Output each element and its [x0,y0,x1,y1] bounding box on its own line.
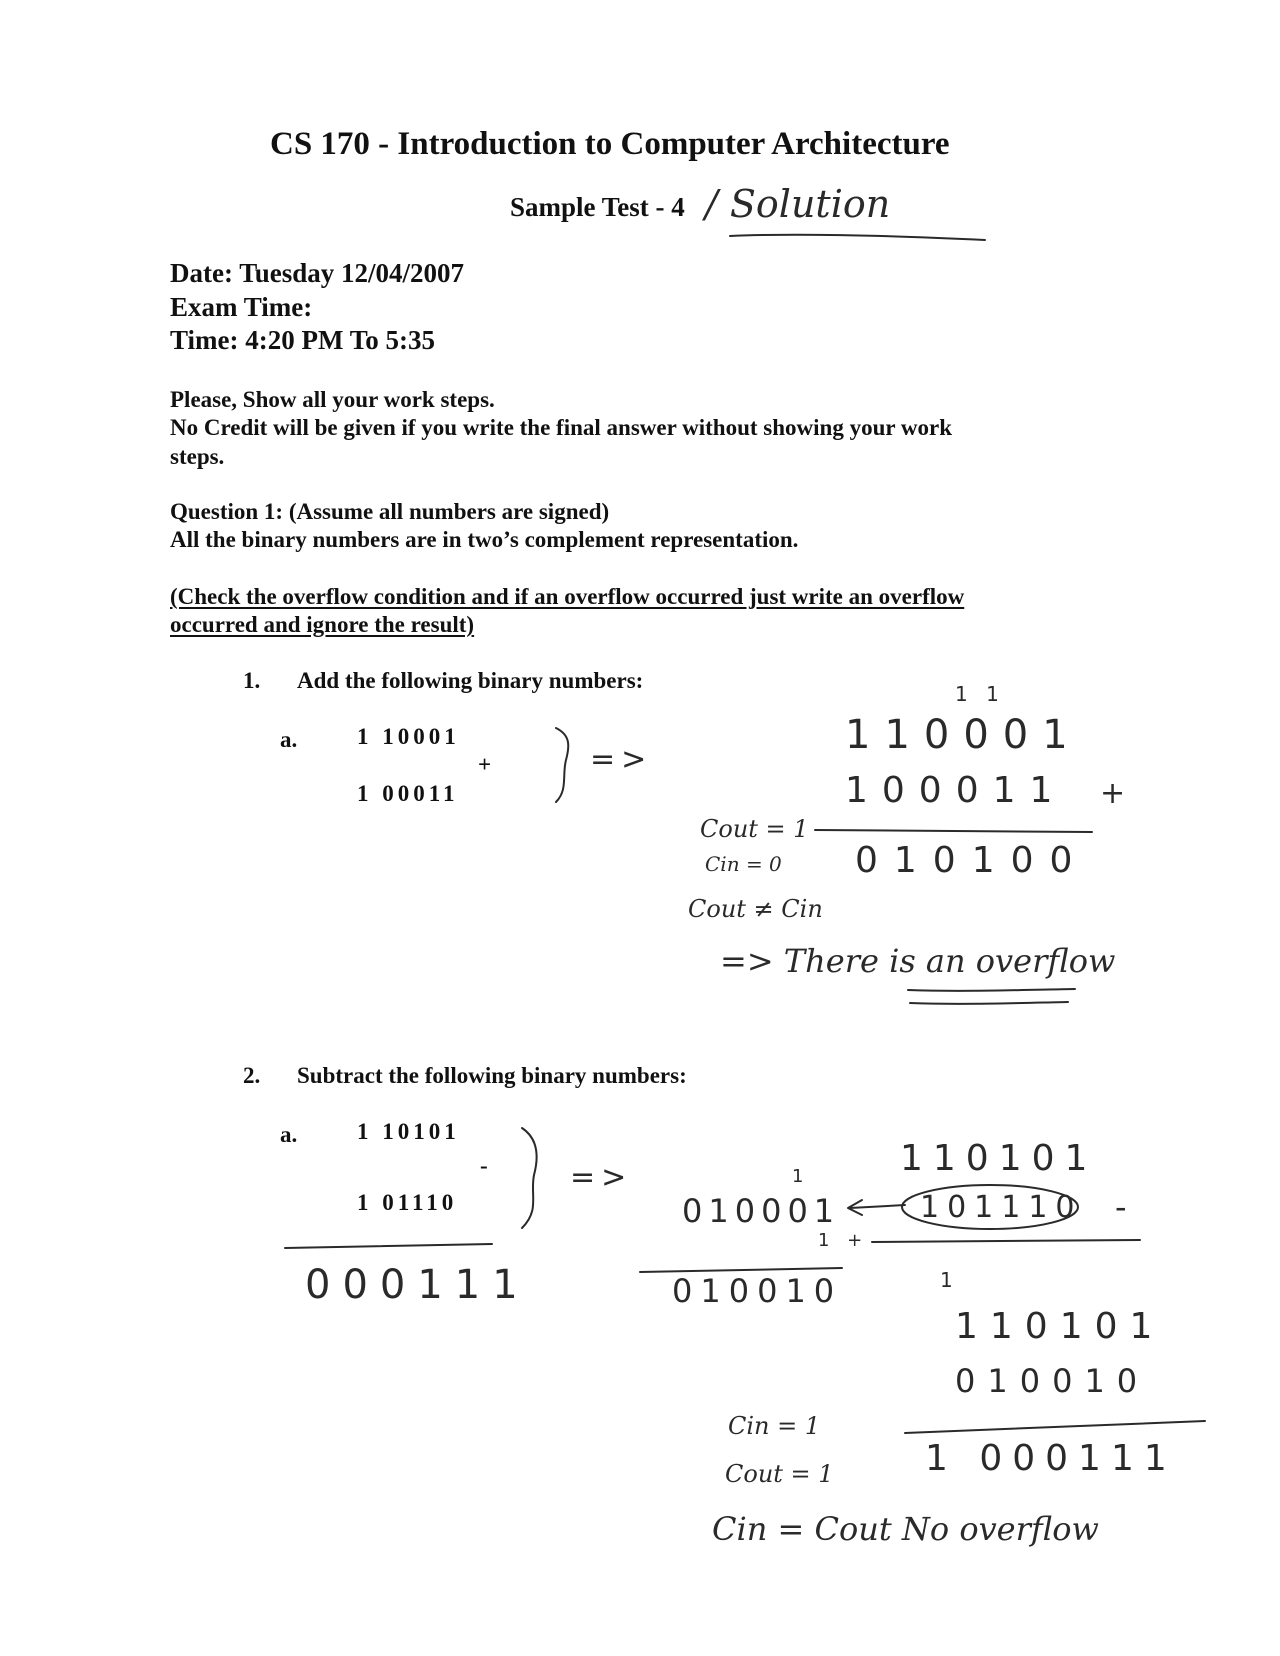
question-1-subheading: All the binary numbers are in two’s complement representation. [170,527,799,552]
p2-inverted: 010001 [682,1192,841,1230]
page-subtitle: Sample Test - 4 [510,192,685,222]
p1-plus: + [1100,776,1132,811]
problem-1-operand-2: 1 00011 [357,781,459,806]
problem-2-answer: 000111 [305,1262,530,1308]
p1-result: 010100 [855,840,1089,881]
problem-2-prompt: Subtract the following binary numbers: [297,1063,687,1088]
problem-2-part-label: a. [280,1122,298,1147]
exam-date: Date: Tuesday 12/04/2007 [170,258,465,288]
p2-minus: - [1115,1188,1133,1226]
problem-2-operand-2: 1 01110 [357,1190,458,1215]
handwritten-solution-label: / Solution [705,182,891,226]
p1-cin: Cin = 0 [705,852,782,876]
p2-carry-mark: 1 [792,1166,810,1187]
p1-carries: 1 1 [955,682,1005,706]
p2-arrow: => [570,1160,633,1195]
p2-row-1: 110101 [900,1138,1098,1179]
exam-time-range: Time: 4:20 PM To 5:35 [170,325,435,355]
problem-1-operator: + [478,752,496,777]
p1-arrow: => [590,742,653,777]
problem-1-part-label: a. [280,727,298,752]
p2-plus-one: 1 + [818,1230,869,1251]
question-1-heading: Question 1: (Assume all numbers are signed) [170,499,610,524]
problem-1-operand-1: 1 10001 [357,724,460,749]
p2-add-row-1: 110101 [955,1306,1165,1347]
overflow-note-line-2: occurred and ignore the result) [170,612,475,637]
p2-add-result: 1 000111 [925,1438,1177,1479]
problem-2-number: 2. [243,1063,261,1088]
instruction-line-1: Please, Show all your work steps. [170,387,495,412]
problem-2-operand-1: 1 10101 [357,1119,460,1144]
p2-add-carry: 1 [940,1268,959,1292]
problem-1-number: 1. [243,668,261,693]
p2-cout: Cout = 1 [725,1460,834,1488]
problem-2-operator: - [480,1153,492,1178]
instruction-line-3: steps. [170,444,225,469]
page-title: CS 170 - Introduction to Computer Architecture [270,126,950,162]
p2-row-2-circled: 101110 [920,1190,1083,1225]
p2-conclusion: Cin = Cout No overflow [712,1510,1099,1548]
p1-cout: Cout = 1 [700,815,809,843]
p1-row-2: 100011 [845,770,1067,811]
exam-time-label: Exam Time: [170,292,313,322]
p2-add-row-2: 010010 [955,1362,1150,1400]
p1-row-1: 110001 [845,712,1082,758]
p2-cin: Cin = 1 [728,1412,821,1440]
overflow-note-line-1: (Check the overflow condition and if an overflow occurred just write an overflow [170,584,965,609]
p2-twos-complement: 010010 [672,1272,843,1310]
p1-cout-neq-cin: Cout ≠ Cin [688,895,823,923]
problem-1-prompt: Add the following binary numbers: [297,668,644,693]
instruction-line-2: No Credit will be given if you write the final answer without showing your work [170,415,953,440]
p1-conclusion: => There is an overflow [720,942,1116,980]
